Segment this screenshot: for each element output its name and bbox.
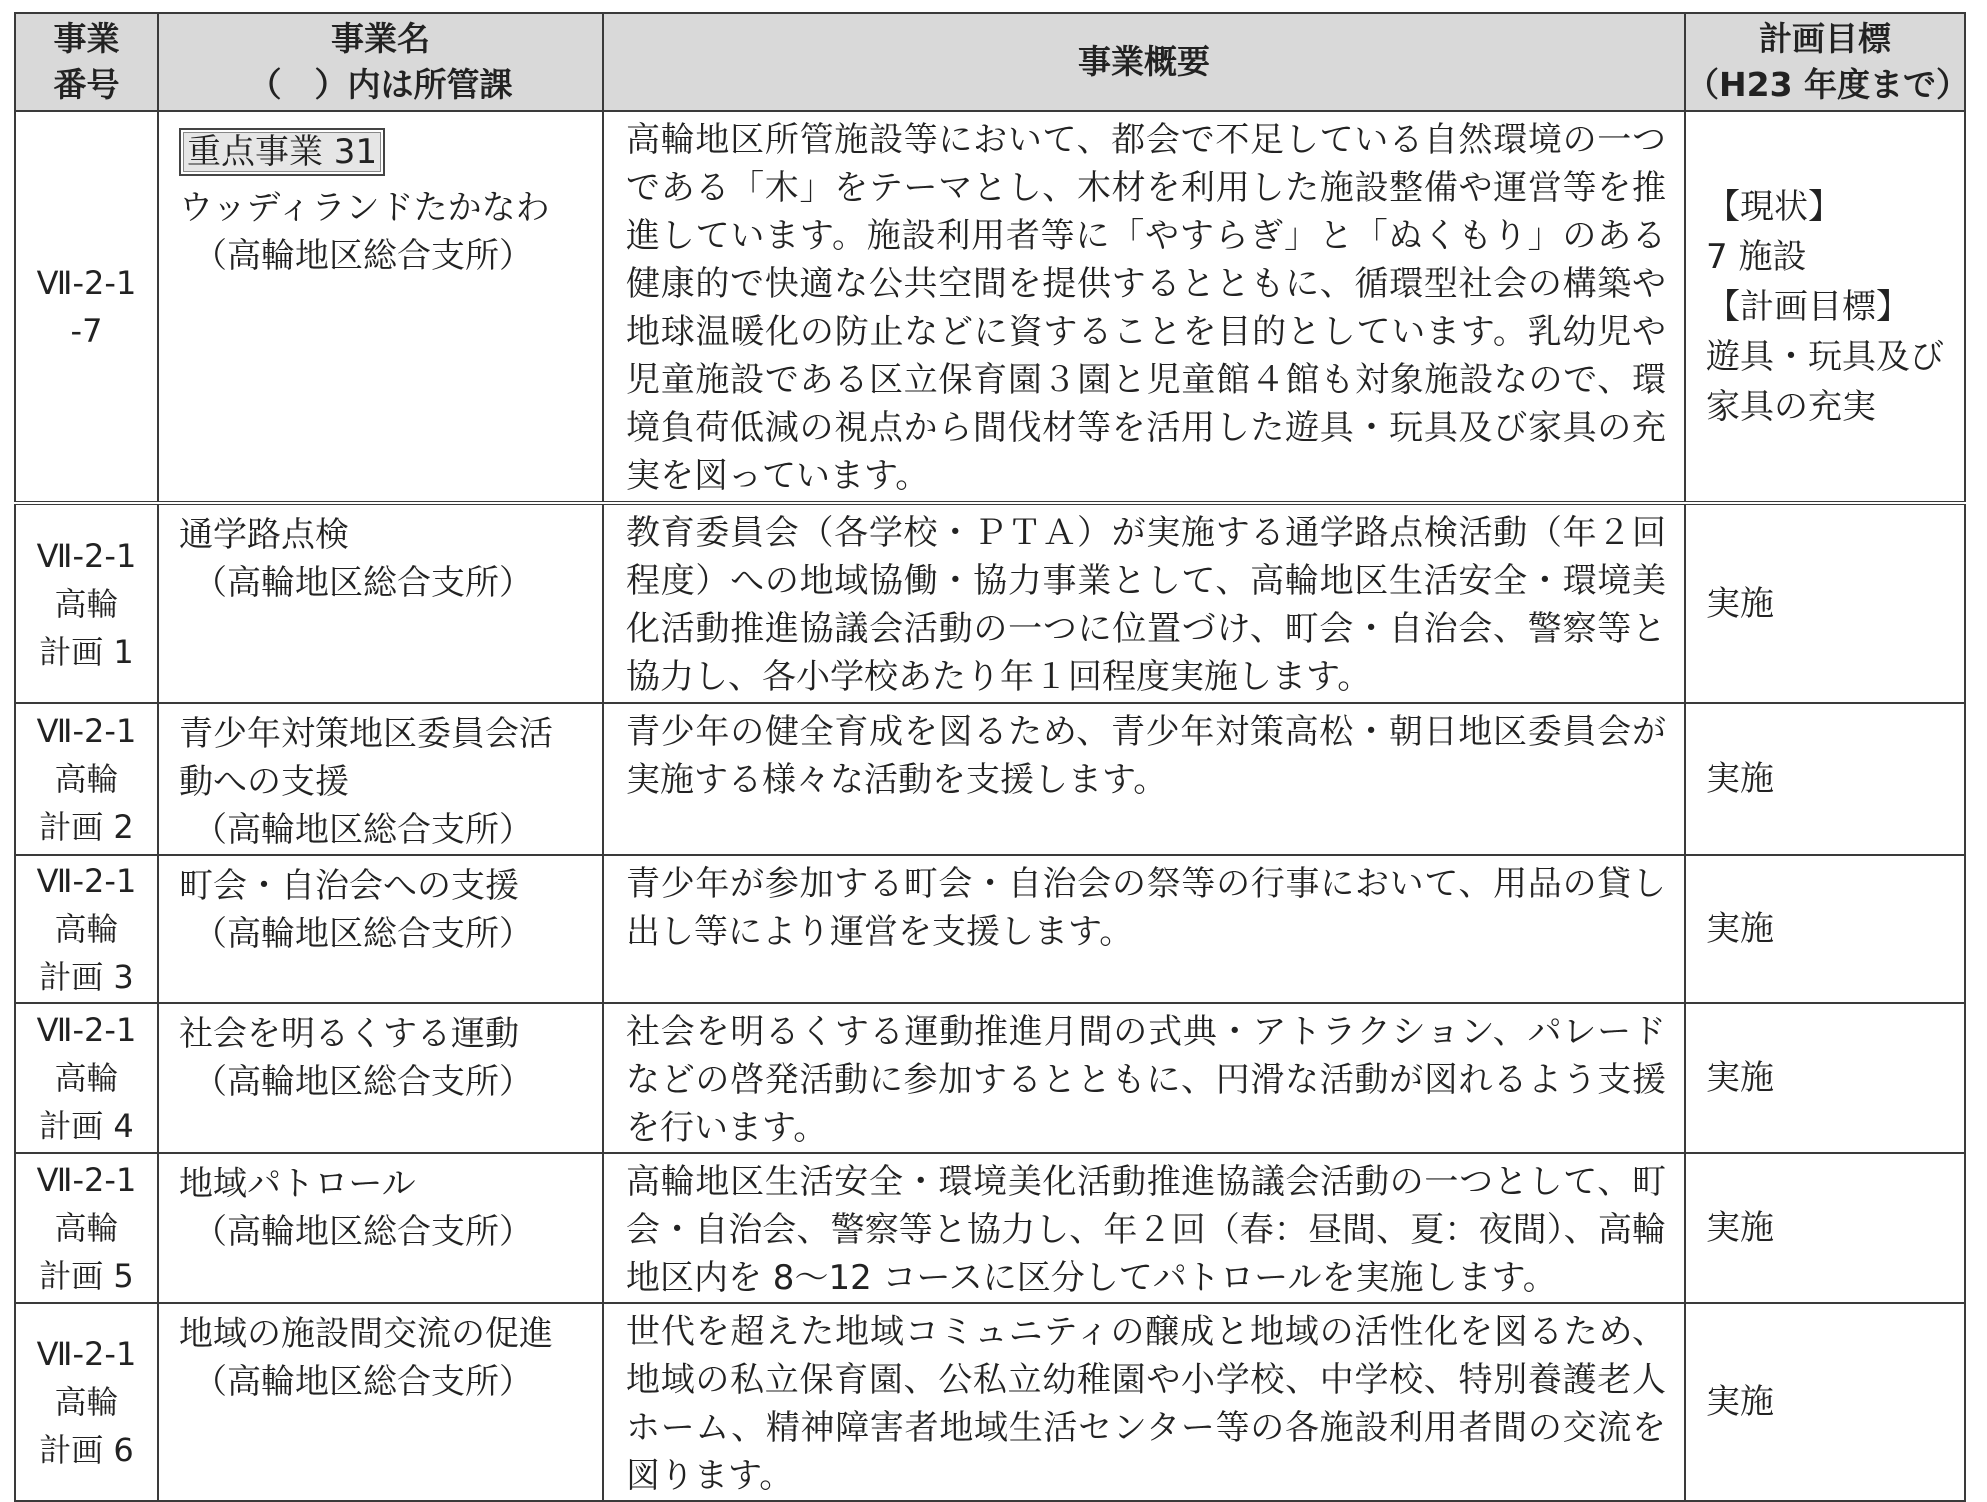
table-row <box>15 1303 1965 1501</box>
table-row <box>15 1153 1965 1303</box>
table-row <box>15 1003 1965 1153</box>
header-project-number: 事業 番号 <box>15 13 158 111</box>
project-name: 社会を明るくする運動 （高輪地区総合支所） <box>158 1003 603 1153</box>
project-summary: 青少年が参加する町会・自治会の祭等の行事において、用品の貸し出し等により運営を支援します。 <box>603 855 1685 1003</box>
priority-badge: 重点事業 31 <box>179 128 385 176</box>
table-row <box>15 855 1965 1003</box>
project-summary: 高輪地区所管施設等において、都会で不足している自然環境の一つである「木」をテーマとし、木材を利用した施設整備や運営等を推進しています。施設利用者等に「やすらぎ」と「ぬくもり」のある健康的で快適な公共空間を提供するとともに、循環型社会の構築や地球温暖化の防止などに資することを目的としています。乳幼児や児童施設である区立保育園３園と児童館４館も対象施設なので、環境負荷低減の視点から間伐材等を活用した遊具・玩具及び家具の充実を図っています。 <box>603 111 1685 503</box>
table-row <box>15 111 1965 503</box>
project-table <box>14 12 1970 1502</box>
document-page <box>14 12 1970 1502</box>
project-number: Ⅶ-2-1 高輪 計画 5 <box>15 1153 158 1303</box>
owner-dept: （高輪地区総合支所） <box>193 810 533 850</box>
plan-goal: 実施 <box>1685 1003 1965 1153</box>
plan-goal: 実施 <box>1685 1303 1965 1501</box>
project-number: Ⅶ-2-1 高輪 計画 1 <box>15 503 158 703</box>
project-name: 青少年対策地区委員会活 動への支援 （高輪地区総合支所） <box>158 703 603 855</box>
project-number: Ⅶ-2-1 高輪 計画 6 <box>15 1303 158 1501</box>
header-project-summary: 事業概要 <box>603 13 1685 111</box>
header-plan-goal: 計画目標 （H23 年度まで） <box>1685 13 1965 111</box>
project-name: 通学路点検 （高輪地区総合支所） <box>158 503 603 703</box>
project-number: Ⅶ-2-1 -7 <box>15 111 158 503</box>
project-summary: 世代を超えた地域コミュニティの醸成と地域の活性化を図るため、地域の私立保育園、公私立幼稚園や小学校、中学校、特別養護老人ホーム、精神障害者地域生活センター等の各施設利用者間の交流を図ります。 <box>603 1303 1685 1501</box>
table-row <box>15 703 1965 855</box>
project-summary: 教育委員会（各学校・ＰＴＡ）が実施する通学路点検活動（年２回程度）への地域協働・協力事業として、高輪地区生活安全・環境美化活動推進協議会活動の一つに位置づけ、町会・自治会、警察等と協力し、各小学校あたり年１回程度実施します。 <box>603 503 1685 703</box>
plan-goal: 実施 <box>1685 503 1965 703</box>
header-project-name: 事業名 （ ）内は所管課 <box>158 13 603 111</box>
project-name: 地域の施設間交流の促進 （高輪地区総合支所） <box>158 1303 603 1501</box>
plan-goal: 【現状】 7 施設 【計画目標】 遊具・玩具及び 家具の充実 <box>1685 111 1965 503</box>
project-name: 地域パトロール （高輪地区総合支所） <box>158 1153 603 1303</box>
owner-dept: （高輪地区総合支所） <box>193 236 533 276</box>
owner-dept: （高輪地区総合支所） <box>193 563 533 603</box>
project-number: Ⅶ-2-1 高輪 計画 2 <box>15 703 158 855</box>
project-number: Ⅶ-2-1 高輪 計画 3 <box>15 855 158 1003</box>
owner-dept: （高輪地区総合支所） <box>193 1362 533 1402</box>
project-name: 重点事業 31 ウッディランドたかなわ （高輪地区総合支所） <box>158 111 603 503</box>
owner-dept: （高輪地区総合支所） <box>193 1212 533 1252</box>
plan-goal: 実施 <box>1685 703 1965 855</box>
plan-goal: 実施 <box>1685 1153 1965 1303</box>
project-number: Ⅶ-2-1 高輪 計画 4 <box>15 1003 158 1153</box>
project-summary: 社会を明るくする運動推進月間の式典・アトラクション、パレードなどの啓発活動に参加するとともに、円滑な活動が図れるよう支援を行います。 <box>603 1003 1685 1153</box>
plan-goal: 実施 <box>1685 855 1965 1003</box>
project-summary: 青少年の健全育成を図るため、青少年対策高松・朝日地区委員会が実施する様々な活動を支援します。 <box>603 703 1685 855</box>
owner-dept: （高輪地区総合支所） <box>193 1062 533 1102</box>
table-row <box>15 503 1965 703</box>
project-summary: 高輪地区生活安全・環境美化活動推進協議会活動の一つとして、町会・自治会、警察等と協力し、年２回（春：昼間、夏：夜間）、高輪地区内を 8～12 コースに区分してパトロールを実施します。 <box>603 1153 1685 1303</box>
project-name: 町会・自治会への支援 （高輪地区総合支所） <box>158 855 603 1003</box>
owner-dept: （高輪地区総合支所） <box>193 914 533 954</box>
header-row <box>15 13 1965 111</box>
